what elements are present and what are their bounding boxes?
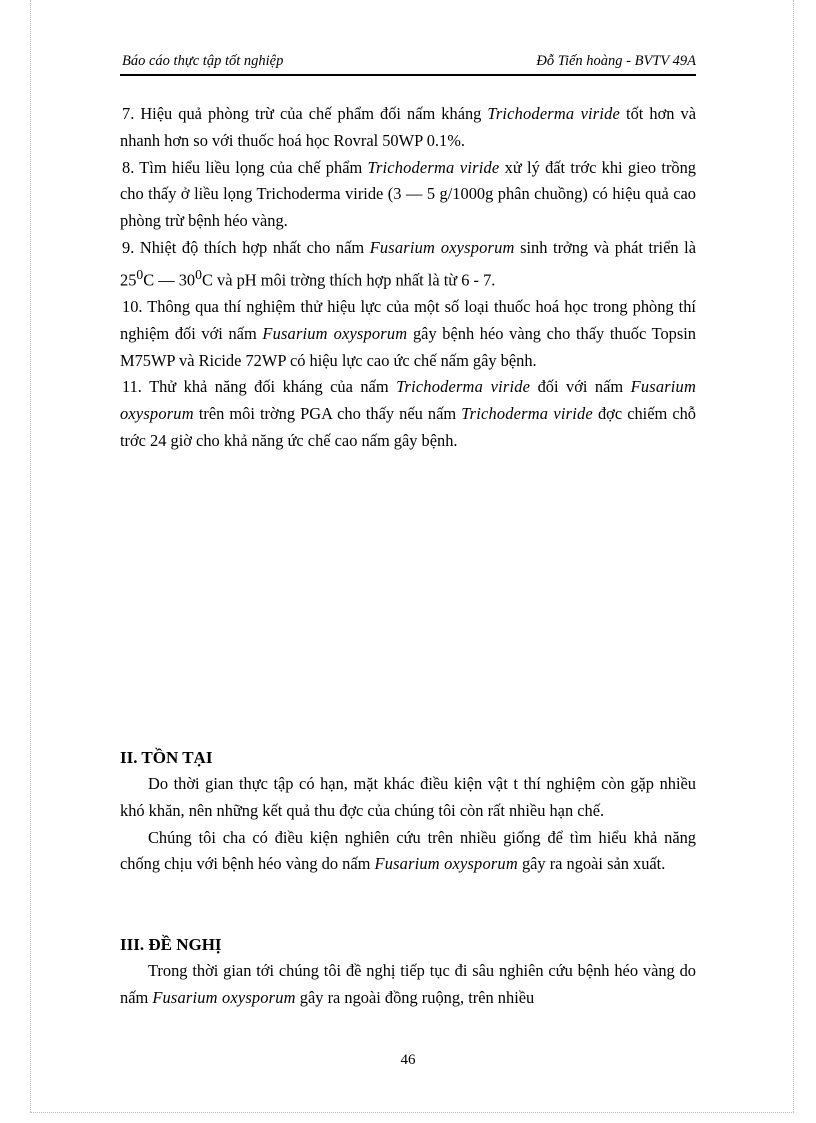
item-text: 9. Nhiệt độ thích hợp nhất cho nấm xyxy=(122,237,370,257)
item-text: C — 30 xyxy=(143,270,196,290)
section-limitations xyxy=(120,745,696,878)
conclusions-list xyxy=(120,101,696,455)
header-title-left: Báo cáo thực tập tốt nghiệp xyxy=(122,53,284,69)
species-name: Fusarium oxysporum xyxy=(369,237,515,257)
page-frame-bottom xyxy=(30,1112,794,1113)
species-name: Fusarium oxysporum xyxy=(152,987,296,1007)
page-header xyxy=(120,50,696,76)
species-name: Fusarium oxysporum xyxy=(374,854,518,874)
item-text: sinh trởng và phát triển là 25 xyxy=(120,237,696,290)
conclusion-item-7 xyxy=(120,101,696,155)
page-number: 46 xyxy=(400,1052,416,1068)
item-text: gây bệnh héo vàng cho thấy thuốc Topsin M75WP và Ricide 72WP có hiệu lực cao ức chế nấm gây bệnh. xyxy=(120,323,696,370)
species-name: Trichoderma viride xyxy=(487,104,620,123)
recommendations-paragraph-1 xyxy=(120,958,696,1012)
conclusion-item-9 xyxy=(120,235,696,294)
header-title-right: Đỗ Tiến hoàng - BVTV 49A xyxy=(536,53,696,69)
item-text: đợc chiếm chỗ trớc 24 giờ cho khả năng ức chế cao nấm gây bệnh. xyxy=(120,404,696,451)
species-name: Trichoderma viride xyxy=(461,404,593,424)
paragraph-text: Chúng tôi cha có điều kiện nghiên cứu trên nhiều giống để tìm hiểu khả năng chống chịu với bệnh héo vàng do nấm xyxy=(120,827,696,874)
section-recommendations xyxy=(120,932,696,1012)
item-text: C và pH môi trờng thích hợp nhất là từ 6 - 7. xyxy=(201,270,496,290)
species-name: Fusarium oxysporum xyxy=(120,377,696,424)
page-frame-right xyxy=(793,0,794,1112)
conclusion-item-8 xyxy=(120,155,696,235)
species-name: Trichoderma viride xyxy=(367,157,500,177)
page-frame-left xyxy=(30,0,31,1112)
item-text: 11. Thử khả năng đối kháng của nấm xyxy=(122,377,397,397)
degree-superscript: 0 xyxy=(136,266,144,282)
species-name: Trichoderma viride xyxy=(396,377,531,397)
paragraph-text: gây ra ngoài sản xuất. xyxy=(517,854,666,874)
section-heading-limitations: II. TỒN TẠI xyxy=(120,748,213,767)
conclusion-item-11 xyxy=(120,374,696,454)
paragraph-text: Trong thời gian tới chúng tôi đề nghị tiếp tục đi sâu nghiên cứu bệnh héo vàng do nấm xyxy=(120,961,696,1007)
item-text: đối với nấm xyxy=(530,377,631,397)
item-text: xử lý đất trớc khi gieo trồng cho thấy ở liều lọng Trichoderma viride (3 — 5 g/1000g phân chuồng) có hiệu quả cao phòng trừ bệnh héo vàng. xyxy=(120,157,696,231)
item-text: trên môi trờng PGA cho thấy nếu nấm xyxy=(193,404,462,424)
conclusion-item-10 xyxy=(120,294,696,374)
limitations-paragraph-1: Do thời gian thực tập có hạn, mặt khác điều kiện vật t thí nghiệm còn gặp nhiều khó khăn, nên những kết quả thu đợc của chúng tôi còn rất nhiều hạn chế. xyxy=(120,774,696,820)
limitations-paragraph-2 xyxy=(120,825,696,879)
section-heading-recommendations: III. ĐỀ NGHỊ xyxy=(120,935,222,954)
item-text: 10. Thông qua thí nghiệm thử hiệu lực của một số loại thuốc hoá học trong phòng thí nghiệm đối với nấm xyxy=(120,297,696,343)
item-text: 7. Hiệu quả phòng trừ của chế phẩm đối nấm kháng xyxy=(122,104,488,123)
species-name: Fusarium oxysporum xyxy=(262,323,408,343)
item-text: tốt hơn và nhanh hơn so với thuốc hoá học Rovral 50WP 0.1%. xyxy=(120,104,696,150)
item-text: 8. Tìm hiểu liều lọng của chế phẩm xyxy=(122,157,368,177)
degree-superscript: 0 xyxy=(195,266,202,282)
paragraph-text: gây ra ngoài đồng ruộng, trên nhiều xyxy=(295,987,535,1007)
